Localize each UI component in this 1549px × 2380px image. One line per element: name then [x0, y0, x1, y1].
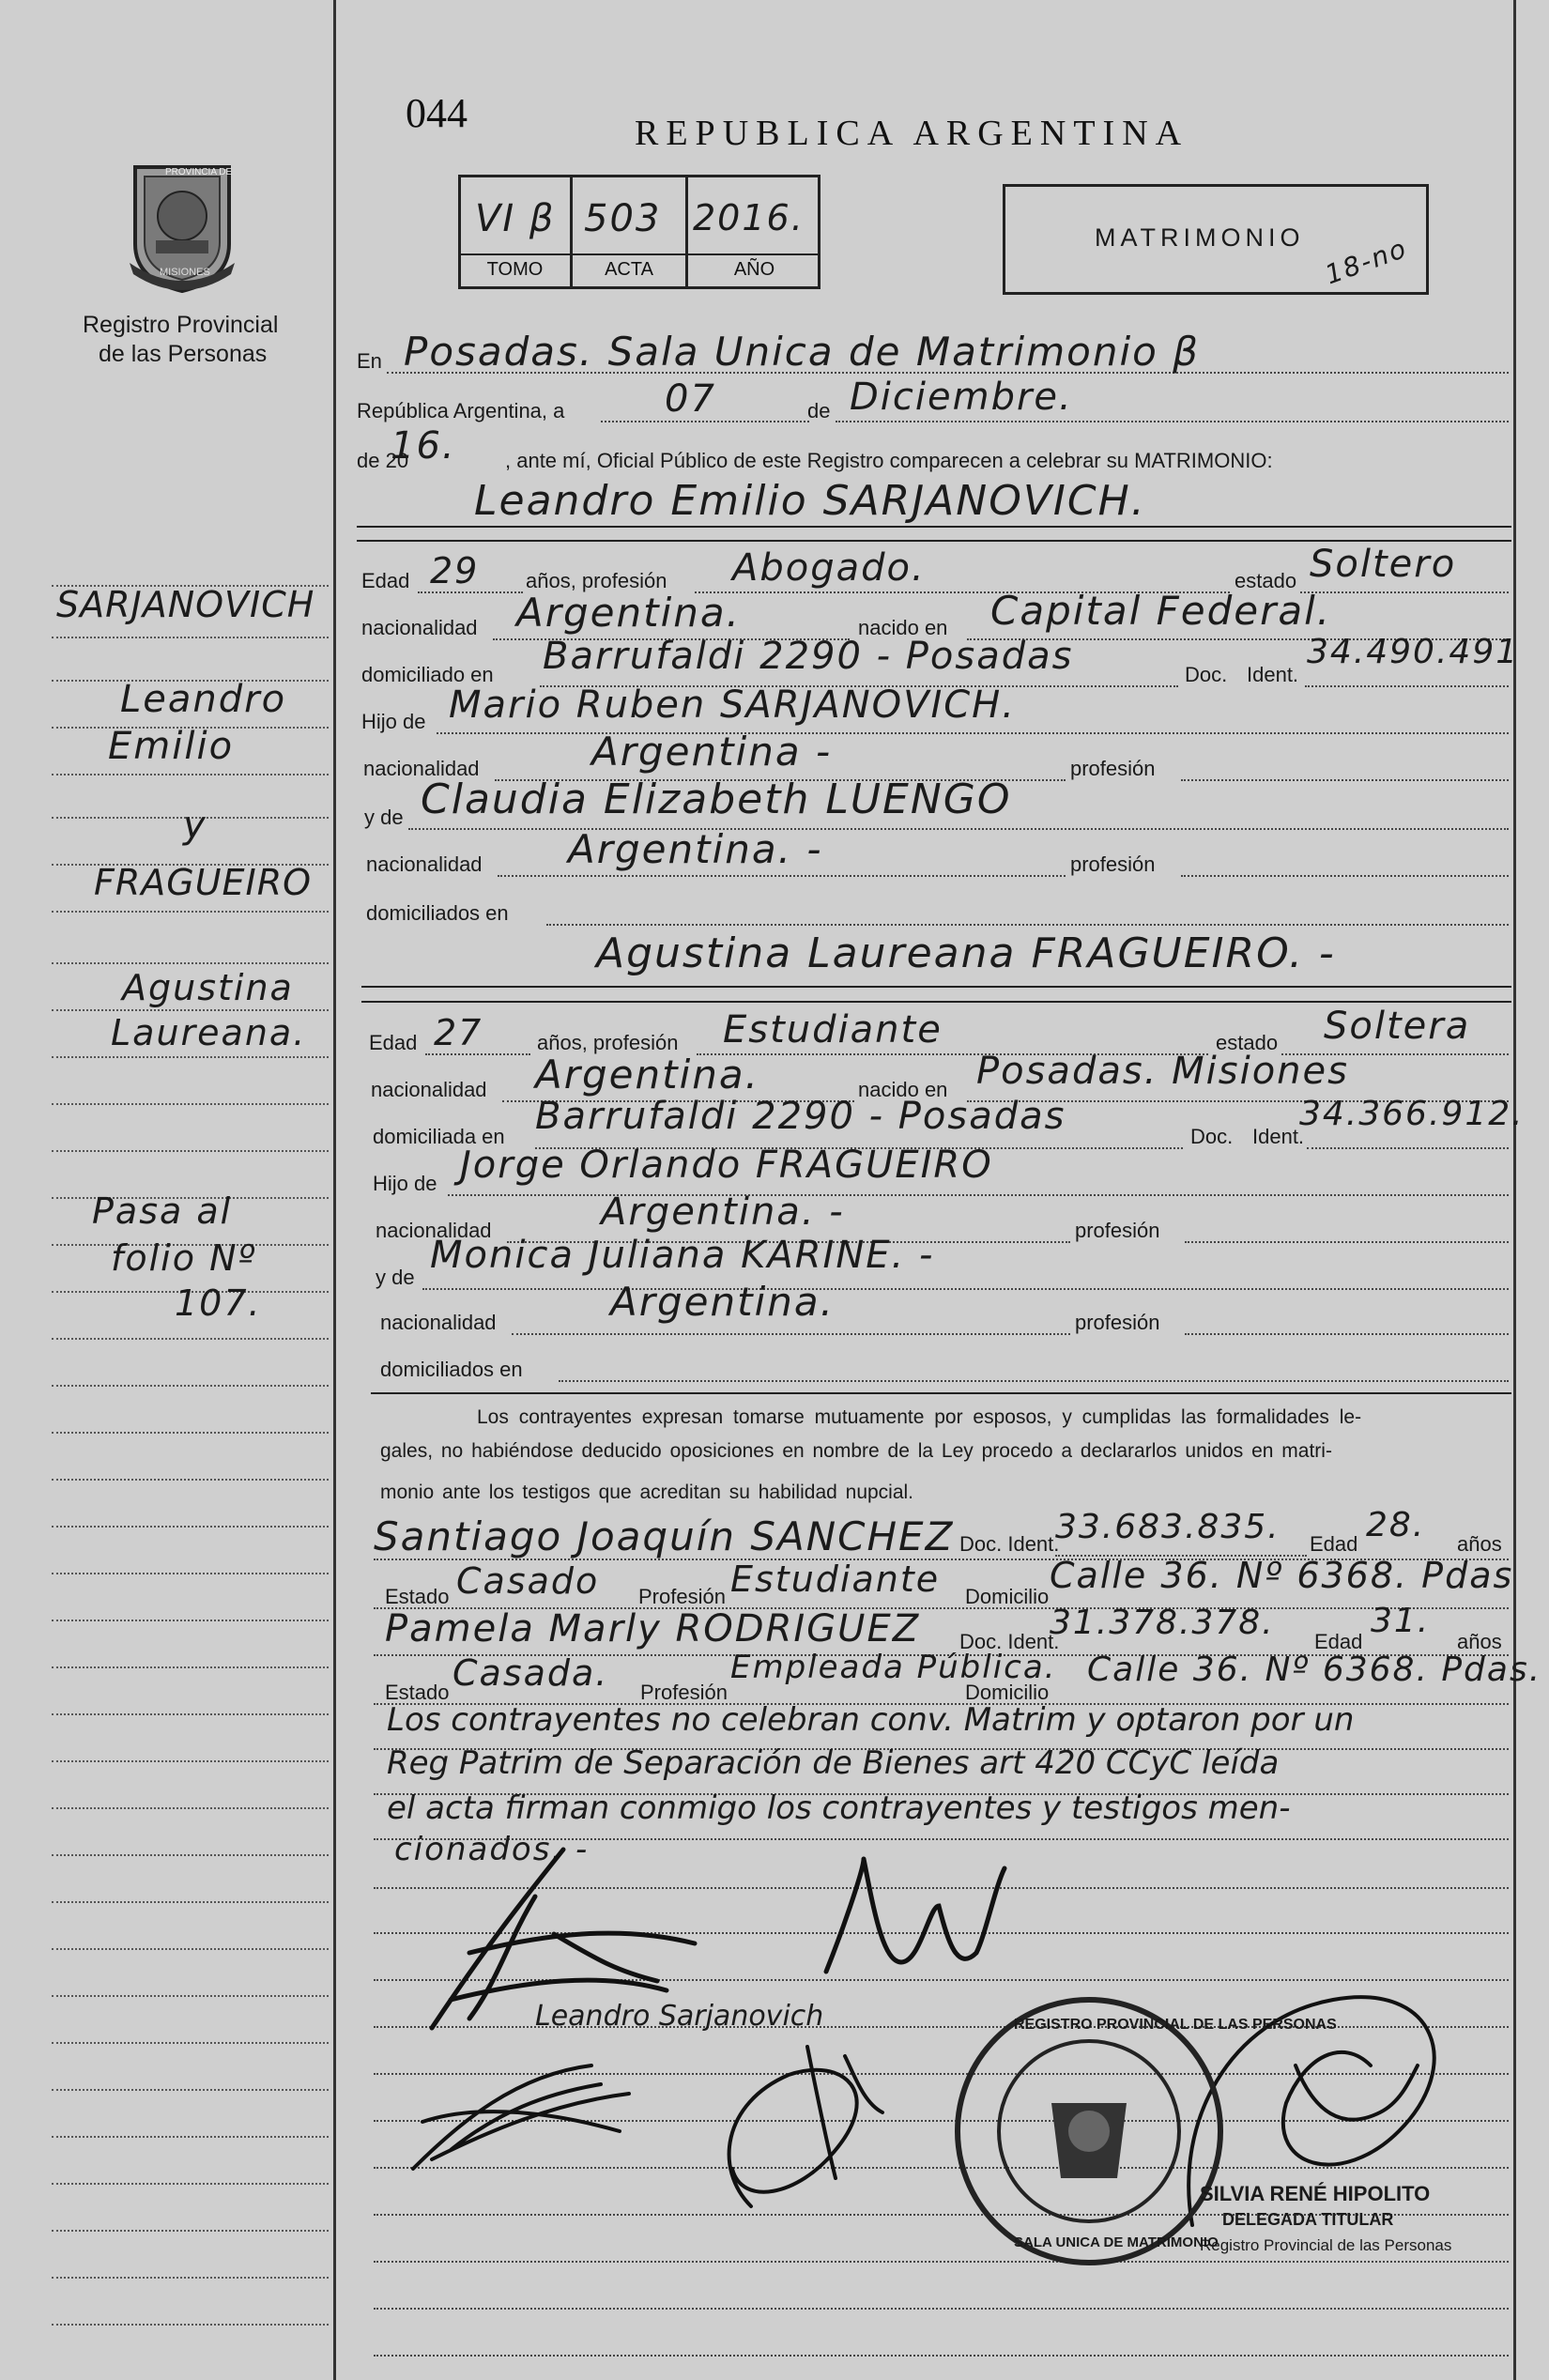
notes-line-3: el acta firman conmigo los contrayentes y testigos men- — [387, 1789, 1291, 1827]
issuer-line-2: de las Personas — [99, 341, 268, 367]
bride-parents-dom-label: domiciliados en — [380, 1358, 523, 1381]
groom-edad-label: Edad — [361, 569, 410, 592]
republic-label: República Argentina, a — [357, 399, 565, 422]
bride-marital-status: Soltera — [1324, 1005, 1471, 1048]
bride-mother-name: Monica Juliana KARINE. - — [430, 1234, 935, 1277]
groom-ident-label: Ident. — [1247, 663, 1299, 686]
witness1-age: 28. — [1366, 1506, 1426, 1544]
bride-profession: Estudiante — [723, 1008, 943, 1052]
groom-mother-prof-label: profesión — [1070, 852, 1156, 876]
ceremony-place: Posadas. Sala Unica de Matrimonio β — [404, 329, 1200, 375]
witness2-signature — [695, 2019, 920, 2234]
witness2-edad-label: Edad — [1314, 1630, 1363, 1653]
groom-mother-name: Claudia Elizabeth LUENGO — [421, 775, 1012, 823]
bride-mother-nationality: Argentina. — [610, 1279, 835, 1325]
groom-birthplace: Capital Federal. — [990, 588, 1332, 634]
declaration-line-3: monio ante los testigos que acreditan su habilidad nupcial. — [380, 1482, 914, 1503]
witness2-profession: Empleada Pública. — [730, 1649, 1057, 1686]
groom-address: Barrufaldi 2290 - Posadas — [543, 635, 1074, 678]
bride-father-name: Jorge Orlando FRAGUEIRO — [460, 1144, 993, 1187]
issuer-line-1: Registro Provincial — [83, 312, 279, 338]
groom-nationality: Argentina. — [516, 590, 741, 636]
bride-nationality: Argentina. — [535, 1052, 759, 1098]
witness1-address: Calle 36. Nº 6368. Pdas — [1050, 1555, 1514, 1596]
groom-marital-status: Soltero — [1310, 543, 1457, 586]
witness2-dom-label: Domicilio — [965, 1681, 1050, 1704]
groom-nac-label: nacionalidad — [361, 616, 478, 639]
act-type-note: 18-no — [1321, 232, 1412, 291]
seal-bottom-text: MISIONES — [160, 267, 210, 278]
witness1-dom-label: Domicilio — [965, 1585, 1050, 1608]
margin-bride-surname: FRAGUEIRO — [94, 862, 313, 903]
year-prefix: de 20 — [357, 449, 409, 472]
bride-father-prof-label: profesión — [1075, 1219, 1160, 1242]
country-heading: REPUBLICA ARGENTINA — [635, 114, 1189, 153]
ceremony-year: 16. — [391, 424, 456, 468]
margin-transfer-line-3: 107. — [175, 1282, 262, 1324]
witness2-anos-label: años — [1457, 1630, 1502, 1653]
groom-mother-nationality: Argentina. - — [568, 826, 823, 872]
bride-dom-label: domiciliada en — [373, 1125, 505, 1148]
witness2-prof-label: Profesión — [640, 1681, 728, 1704]
en-label: En — [357, 349, 382, 373]
groom-parents-dom-label: domiciliados en — [366, 901, 509, 925]
bride-doc-label: Doc. — [1190, 1125, 1234, 1148]
declaration-line-1: Los contrayentes expresan tomarse mutuamente por esposos, y cumplidas las formalidades le- — [477, 1406, 1362, 1428]
witness2-estado-label: Estado — [385, 1681, 450, 1704]
appearance-text: , ante mí, Oficial Público de este Registro comparecen a celebrar su MATRIMONIO: — [505, 449, 1273, 472]
bride-prof-label: años, profesión — [537, 1031, 679, 1054]
notes-line-4: cionados. - — [394, 1831, 590, 1868]
witness1-id-number: 33.683.835. — [1055, 1508, 1281, 1546]
witness2-marital-status: Casada. — [452, 1652, 609, 1694]
right-border — [1513, 0, 1516, 2380]
witness1-anos-label: años — [1457, 1532, 1502, 1556]
groom-age: 29 — [430, 550, 480, 591]
groom-doc-label: Doc. — [1185, 663, 1228, 686]
bride-address: Barrufaldi 2290 - Posadas — [535, 1095, 1066, 1138]
acta-label: ACTA — [605, 259, 653, 280]
margin-groom-first-name: Leandro — [120, 678, 287, 721]
groom-father-prof-label: profesión — [1070, 757, 1156, 780]
margin-transfer-line-2: folio Nº — [111, 1237, 257, 1279]
bride-mother-label: y de — [376, 1266, 415, 1289]
bride-full-name: Agustina Laureana FRAGUEIRO. - — [596, 929, 1336, 977]
bride-mother-nac-label: nacionalidad — [380, 1311, 497, 1334]
margin-bride-second-name: Laureana. — [111, 1012, 307, 1053]
tomo-value: VI β — [475, 197, 556, 240]
witness1-prof-label: Profesión — [638, 1585, 726, 1608]
witness1-marital-status: Casado — [456, 1560, 600, 1602]
groom-father-nac-label: nacionalidad — [363, 757, 480, 780]
bride-father-nationality: Argentina. - — [601, 1190, 845, 1234]
anio-value: 2016. — [693, 197, 805, 238]
groom-id-number: 34.490.491 — [1307, 633, 1520, 671]
groom-father-nationality: Argentina - — [591, 729, 833, 775]
witness1-profession: Estudiante — [730, 1559, 941, 1600]
groom-father-name: Mario Ruben SARJANOVICH. — [449, 683, 1016, 727]
de-label: de — [807, 399, 831, 422]
bride-father-nac-label: nacionalidad — [376, 1219, 492, 1242]
tomo-label: TOMO — [486, 259, 544, 280]
bride-ident-label: Ident. — [1252, 1125, 1305, 1148]
margin-transfer-line-1: Pasa al — [92, 1190, 233, 1232]
box-divider — [458, 253, 821, 255]
margin-groom-second-name: Emilio — [108, 725, 235, 768]
bride-nac-label: nacionalidad — [371, 1078, 487, 1101]
officer-organization: Registro Provincial de las Personas — [1200, 2236, 1452, 2254]
witness1-doc-label: Doc. Ident. — [959, 1532, 1060, 1556]
groom-mother-label: y de — [364, 806, 404, 829]
groom-estado-label: estado — [1235, 569, 1297, 592]
declaration-line-2: gales, no habiéndose deducido oposiciones en nombre de la Ley procedo a declararlos unidos en matri- — [380, 1440, 1332, 1462]
bride-edad-label: Edad — [369, 1031, 418, 1054]
acta-value: 503 — [584, 197, 662, 240]
officer-name: SILVIA RENÉ HIPOLITO — [1200, 2182, 1431, 2205]
stamp-ring-text: REGISTRO PROVINCIAL DE LAS PERSONAS — [1014, 2017, 1337, 2033]
anio-label: AÑO — [733, 259, 775, 280]
act-type-label: MATRIMONIO — [1095, 223, 1305, 252]
witness2-age: 31. — [1371, 1602, 1431, 1640]
groom-printed-signature: Leandro Sarjanovich — [535, 2000, 824, 2033]
groom-prof-label: años, profesión — [526, 569, 667, 592]
witness2-name: Pamela Marly RODRIGUEZ — [385, 1607, 921, 1651]
notes-line-1: Los contrayentes no celebran conv. Matrim y optaron por un — [387, 1701, 1355, 1739]
seal-top-text: PROVINCIA DE — [165, 167, 233, 177]
groom-son-label: Hijo de — [361, 710, 426, 733]
ceremony-month: Diciembre. — [850, 376, 1073, 419]
witness2-address: Calle 36. Nº 6368. Pdas. — [1087, 1651, 1542, 1689]
margin-conjunction: y — [183, 804, 207, 847]
witness1-estado-label: Estado — [385, 1585, 450, 1608]
margin-border — [333, 0, 336, 2380]
witness1-edad-label: Edad — [1310, 1532, 1358, 1556]
bride-born-label: nacido en — [858, 1078, 948, 1101]
witness1-signature — [404, 2047, 648, 2188]
bride-id-number: 34.366.912. — [1299, 1095, 1525, 1133]
margin-bride-first-name: Agustina — [122, 967, 294, 1008]
groom-profession: Abogado. — [732, 546, 926, 590]
bride-birthplace: Posadas. Misiones — [976, 1050, 1349, 1093]
bride-signature — [807, 1850, 1023, 2009]
groom-full-name: Leandro Emilio SARJANOVICH. — [474, 477, 1146, 525]
bride-estado-label: estado — [1216, 1031, 1279, 1054]
groom-dom-label: domiciliado en — [361, 663, 494, 686]
ceremony-day: 07 — [665, 377, 716, 421]
stamp-inner-text: SALA UNICA DE MATRIMONIO — [1014, 2234, 1219, 2250]
bride-age: 27 — [434, 1012, 483, 1053]
witness2-id-number: 31.378.378. — [1050, 1604, 1275, 1642]
notes-line-2: Reg Patrim de Separación de Bienes art 420 CCyC leída — [387, 1744, 1280, 1782]
margin-groom-surname: SARJANOVICH — [56, 584, 315, 625]
groom-mother-nac-label: nacionalidad — [366, 852, 483, 876]
officer-role: DELEGADA TITULAR — [1222, 2210, 1394, 2229]
witness2-doc-label: Doc. Ident. — [959, 1630, 1060, 1653]
bride-daughter-label: Hijo de — [373, 1172, 437, 1195]
groom-born-label: nacido en — [858, 616, 948, 639]
document-number: 044 — [406, 90, 468, 136]
witness1-name: Santiago Joaquín SANCHEZ — [374, 1513, 955, 1559]
bride-mother-prof-label: profesión — [1075, 1311, 1160, 1334]
